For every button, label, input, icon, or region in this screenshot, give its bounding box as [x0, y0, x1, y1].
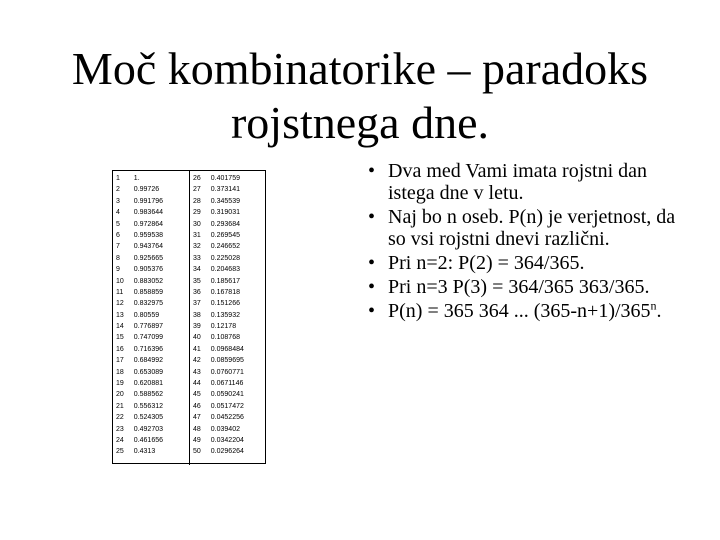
bullet-marker: •	[368, 276, 376, 298]
table-cell-probability: 0.983644	[133, 209, 163, 217]
table-row	[113, 173, 189, 184]
table-row	[190, 435, 266, 446]
table-row	[113, 389, 189, 400]
table-cell-n: 12	[116, 300, 124, 308]
table-cell-probability: 1.	[133, 175, 140, 182]
table-row	[113, 435, 189, 446]
table-cell-n: 13	[116, 311, 124, 319]
table-cell-probability: 0.319031	[210, 209, 240, 217]
bullet-marker: •	[368, 300, 376, 322]
table-cell-n: 15	[116, 334, 124, 342]
table-row	[113, 310, 189, 321]
table-cell-n: 32	[193, 243, 201, 251]
table-cell-n: 3	[116, 197, 120, 205]
table-cell-n: 44	[193, 380, 201, 388]
table-row	[190, 446, 266, 457]
table-row	[190, 184, 266, 195]
formula-period: .	[656, 300, 662, 322]
table-row	[190, 389, 266, 400]
table-row	[113, 367, 189, 378]
table-cell-probability: 0.461656	[133, 436, 163, 444]
table-column-right	[189, 171, 266, 465]
table-cell-probability: 0.0342204	[210, 436, 244, 444]
table-cell-probability: 0.0517472	[210, 402, 244, 410]
table-cell-n: 29	[193, 209, 201, 217]
bullet-item	[362, 276, 682, 298]
table-cell-n: 17	[116, 357, 124, 365]
bullet-marker: •	[368, 252, 376, 274]
table-cell-probability: 0.925665	[133, 254, 163, 262]
table-row	[190, 276, 266, 287]
table-cell-n: 47	[193, 414, 201, 422]
bullet-text: Pri n=2: P(2) = 364/365.	[388, 252, 585, 274]
table-cell-n: 39	[193, 323, 201, 331]
table-cell-probability: 0.246652	[210, 243, 240, 251]
table-cell-probability: 0.959538	[133, 231, 163, 239]
table-row	[190, 332, 266, 343]
table-cell-probability: 0.225028	[210, 254, 240, 262]
table-row	[190, 378, 266, 389]
table-cell-probability: 0.556312	[133, 402, 163, 410]
table-cell-n: 35	[193, 277, 201, 285]
table-cell-probability: 0.151266	[210, 300, 240, 308]
table-row	[190, 253, 266, 264]
table-cell-probability: 0.99726	[133, 186, 160, 194]
table-cell-probability: 0.943764	[133, 243, 163, 251]
table-cell-probability: 0.858859	[133, 288, 163, 296]
table-row	[190, 287, 266, 298]
table-row	[113, 276, 189, 287]
table-row	[113, 184, 189, 195]
table-cell-probability: 0.0671146	[210, 380, 244, 388]
table-row	[113, 253, 189, 264]
table-cell-probability: 0.747099	[133, 334, 163, 342]
table-cell-n: 46	[193, 402, 201, 410]
table-cell-probability: 0.716396	[133, 345, 163, 353]
table-row	[113, 298, 189, 309]
table-cell-n: 4	[116, 209, 120, 217]
table-row	[190, 207, 266, 218]
table-cell-probability: 0.0968484	[210, 345, 244, 353]
table-row	[113, 332, 189, 343]
table-cell-n: 27	[193, 186, 201, 194]
table-cell-n: 25	[116, 448, 124, 456]
bullet-marker: •	[368, 206, 376, 228]
bullet-text: Dva med Vami imata rojstni dan istega dne v letu.	[388, 160, 648, 204]
table-cell-n: 48	[193, 425, 201, 433]
table-cell-probability: 0.4313	[133, 448, 156, 456]
table-row	[190, 321, 266, 332]
table-row	[190, 367, 266, 378]
bullet-text	[388, 300, 662, 322]
table-row	[190, 241, 266, 252]
table-cell-probability: 0.991796	[133, 197, 163, 205]
table-cell-probability: 0.167818	[210, 288, 240, 296]
table-cell-n: 33	[193, 254, 201, 262]
table-cell-probability: 0.80559	[133, 311, 160, 319]
table-cell-n: 18	[116, 368, 124, 376]
table-cell-n: 24	[116, 436, 124, 444]
table-row	[190, 298, 266, 309]
table-row	[113, 412, 189, 423]
table-cell-probability: 0.0296264	[210, 448, 244, 456]
table-cell-probability: 0.832975	[133, 300, 163, 308]
table-row	[190, 310, 266, 321]
table-cell-probability: 0.492703	[133, 425, 163, 433]
bullet-text: Pri n=3 P(3) = 364/365 363/365.	[388, 276, 650, 298]
table-cell-n: 45	[193, 391, 201, 399]
table-cell-n: 23	[116, 425, 124, 433]
table-cell-n: 26	[193, 175, 201, 182]
table-cell-n: 1	[116, 175, 120, 182]
table-cell-n: 16	[116, 345, 124, 353]
table-cell-n: 34	[193, 266, 201, 274]
table-row	[113, 344, 189, 355]
table-row	[113, 355, 189, 366]
table-cell-probability: 0.588562	[133, 391, 163, 399]
table-cell-probability: 0.345539	[210, 197, 240, 205]
table-row	[113, 241, 189, 252]
table-cell-probability: 0.269545	[210, 231, 240, 239]
table-row	[190, 355, 266, 366]
table-cell-probability: 0.0452256	[210, 414, 244, 422]
table-row	[190, 344, 266, 355]
table-row	[113, 207, 189, 218]
table-cell-probability: 0.373141	[210, 186, 240, 194]
table-row	[113, 424, 189, 435]
bullet-marker: •	[368, 160, 376, 182]
table-row	[113, 219, 189, 230]
table-cell-probability: 0.039402	[210, 425, 240, 433]
table-row	[113, 401, 189, 412]
slide-title	[40, 42, 680, 150]
table-cell-probability: 0.12178	[210, 323, 237, 331]
table-row	[190, 219, 266, 230]
table-cell-n: 14	[116, 323, 124, 331]
table-cell-probability: 0.0859695	[210, 357, 244, 365]
table-cell-n: 36	[193, 288, 201, 296]
table-row	[190, 196, 266, 207]
table-cell-n: 21	[116, 402, 124, 410]
bullet-item	[362, 252, 682, 274]
formula-exponent: n	[650, 298, 657, 313]
bullet-item	[362, 300, 682, 322]
table-cell-n: 2	[116, 186, 120, 194]
table-cell-n: 20	[116, 391, 124, 399]
table-cell-n: 11	[116, 288, 124, 296]
bullet-list	[362, 160, 682, 324]
table-cell-probability: 0.972864	[133, 220, 163, 228]
table-cell-n: 37	[193, 300, 201, 308]
table-row	[113, 378, 189, 389]
table-cell-probability: 0.883052	[133, 277, 163, 285]
table-cell-probability: 0.108768	[210, 334, 240, 342]
formula-text: P(n) = 365 364 ... (365-n+1)/365	[388, 300, 651, 322]
table-row	[190, 230, 266, 241]
table-column-left	[113, 171, 189, 465]
table-cell-n: 41	[193, 345, 201, 353]
table-row	[190, 424, 266, 435]
table-cell-n: 19	[116, 380, 124, 388]
table-cell-n: 28	[193, 197, 201, 205]
slide-title-line-2: rojstnega dne.	[230, 97, 490, 148]
table-row	[190, 173, 266, 184]
table-cell-n: 38	[193, 311, 201, 319]
table-cell-n: 50	[193, 448, 201, 456]
table-row	[113, 321, 189, 332]
table-cell-probability: 0.0760771	[210, 368, 244, 376]
table-cell-probability: 0.684992	[133, 357, 163, 365]
table-cell-n: 9	[116, 266, 120, 274]
table-cell-n: 49	[193, 436, 201, 444]
probability-table	[112, 170, 266, 464]
table-cell-n: 5	[116, 220, 120, 228]
table-row	[113, 287, 189, 298]
table-row	[113, 446, 189, 457]
slide-title-line-1: Moč kombinatorike – paradoks	[71, 43, 649, 94]
bullet-text: Naj bo n oseb. P(n) je verjetnost, da so vsi rojstni dnevi različni.	[388, 206, 676, 250]
table-cell-n: 8	[116, 254, 120, 262]
table-row	[190, 412, 266, 423]
table-cell-n: 31	[193, 231, 201, 239]
table-cell-n: 42	[193, 357, 201, 365]
table-cell-n: 30	[193, 220, 201, 228]
table-cell-probability: 0.185617	[210, 277, 240, 285]
table-cell-probability: 0.0590241	[210, 391, 244, 399]
table-cell-n: 10	[116, 277, 124, 285]
table-cell-probability: 0.776897	[133, 323, 163, 331]
table-cell-probability: 0.620881	[133, 380, 163, 388]
table-cell-n: 22	[116, 414, 124, 422]
table-cell-probability: 0.135932	[210, 311, 240, 319]
table-cell-probability: 0.524305	[133, 414, 163, 422]
table-cell-probability: 0.905376	[133, 266, 163, 274]
table-row	[113, 196, 189, 207]
table-row	[190, 401, 266, 412]
table-cell-n: 43	[193, 368, 201, 376]
table-row	[190, 264, 266, 275]
bullet-item	[362, 160, 682, 204]
table-cell-probability: 0.293684	[210, 220, 240, 228]
table-cell-n: 7	[116, 243, 120, 251]
table-row	[113, 264, 189, 275]
table-cell-probability: 0.653089	[133, 368, 163, 376]
table-row	[113, 230, 189, 241]
table-cell-probability: 0.204683	[210, 266, 240, 274]
table-cell-probability: 0.401759	[210, 175, 240, 182]
table-cell-n: 40	[193, 334, 201, 342]
bullet-item	[362, 206, 682, 250]
table-cell-n: 6	[116, 231, 120, 239]
